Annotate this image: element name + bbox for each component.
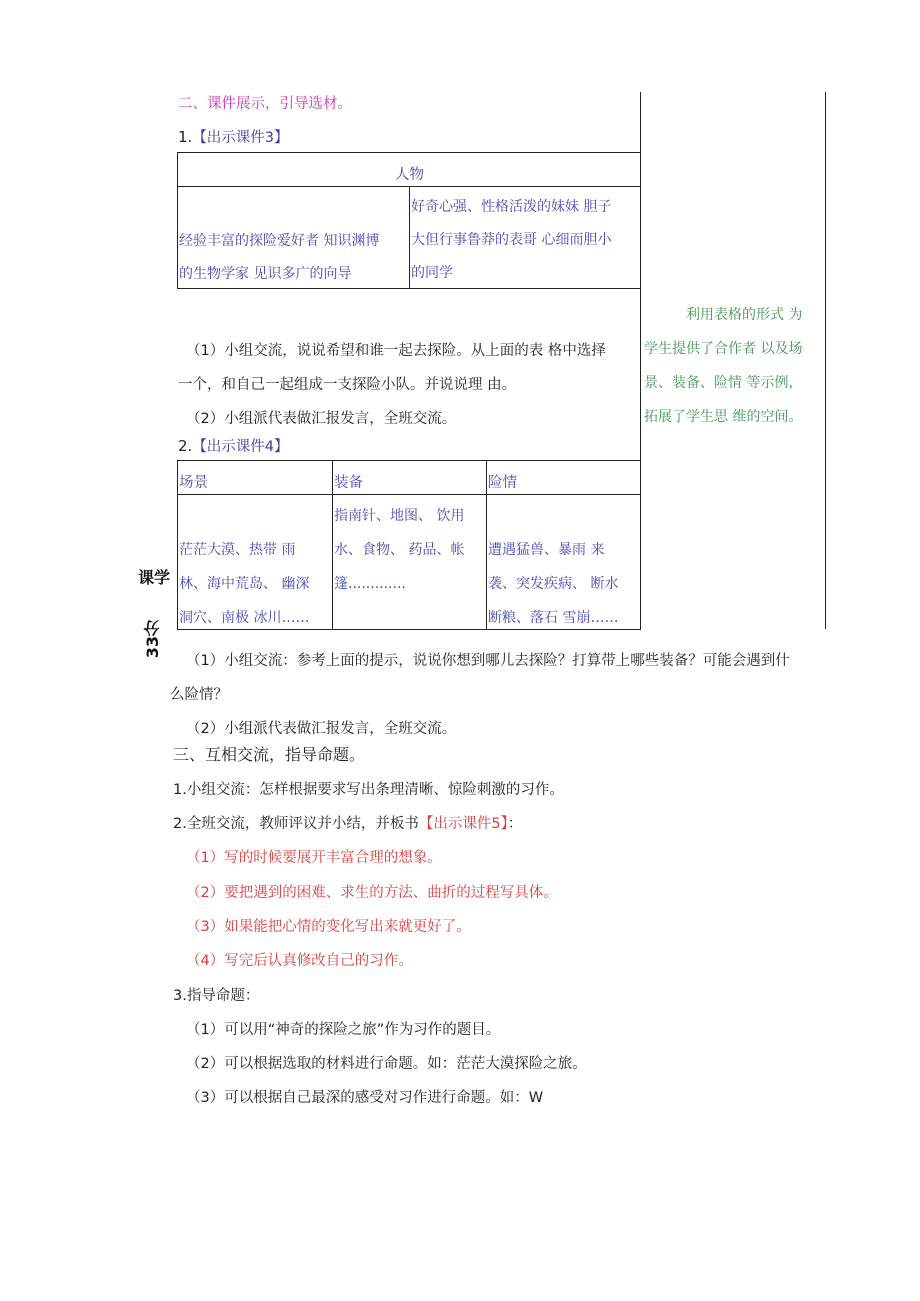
red-note-4: （4）写完后认真修改自己的习作。 <box>186 953 413 969</box>
red-note-1: （1）写的时候要展开丰富合理的想象。 <box>186 850 442 866</box>
margin-label-class: 课学 <box>138 568 171 587</box>
section3-heading: 三、互相交流，指导命题。 <box>173 745 366 764</box>
section3-p1: 1.小组交流：怎样根据要求写出条理清晰、惊险刺激的习作。 <box>173 782 564 798</box>
title-tip-1: （1）可以用“神奇的探险之旅”作为习作的题目。 <box>186 1022 501 1038</box>
table2-header-equipment: 装备 <box>334 475 363 491</box>
title-tip-3: （3）可以根据自己最深的感受对习作进行命题。如：W <box>186 1090 544 1106</box>
table2-scene-cell: 茫茫大漠、热带 雨 林、海中荒岛、 幽深 洞穴、南极 冰川…… <box>179 542 310 626</box>
section3-p3: 3.指导命题： <box>173 988 260 1004</box>
table1-left-cell: 经验丰富的探险爱好者 知识渊博 的生物学家 见识多广的向导 <box>179 233 380 282</box>
step3-text: （1）小组交流：参考上面的提示，说说你想到哪儿去探险？打算带上哪些装备？可能会遇到什 <box>186 653 790 669</box>
step3-text-cont: 么险情？ <box>170 687 228 703</box>
courseware4-line <box>178 437 289 456</box>
item2-number: 2. <box>178 437 193 455</box>
title-tip-2: （2）可以根据选取的材料进行命题。如：茫茫大漠探险之旅。 <box>186 1056 587 1072</box>
side-note: 利用表格的形式 为 学生提供了合作者 以及场 景、装备、险情 等示例， 拓展了学生思 维的空间。 <box>644 307 803 425</box>
margin-label-minutes: 33分 <box>143 620 162 659</box>
table2-equipment-cell: 指南针、地图、 饮用 水、食物、 药品、帐 篷............. <box>334 508 465 592</box>
courseware4-label: 【出示课件4】 <box>192 439 289 455</box>
step1-text-cont: 一个，和自己一起组成一支探险小队。并说说理 由。 <box>178 377 517 393</box>
section2-heading: 二、课件展示，引导选材。 <box>178 96 352 112</box>
table1-header: 人物 <box>395 167 424 183</box>
frame-line-right <box>825 92 826 629</box>
courseware3-label: 【出示课件3】 <box>192 130 289 146</box>
table2-header-danger: 险情 <box>488 475 517 491</box>
section3-p2: 2.全班交流，教师评议并小结，并板书【出示课件5】： <box>173 816 523 832</box>
red-note-3: （3）如果能把心情的变化写出来就更好了。 <box>186 919 471 935</box>
step1-text: （1）小组交流，说说希望和谁一起去探险。从上面的表 格中选择 <box>186 343 606 359</box>
item1-number: 1. <box>178 128 193 146</box>
table2-danger-cell: 遭遇猛兽、暴雨 来 袭、突发疾病、 断水 断粮、落石 雪崩…… <box>488 542 619 626</box>
courseware5-label: 【出示课件5】 <box>418 816 508 832</box>
step4-text: （2）小组派代表做汇报发言，全班交流。 <box>186 721 457 737</box>
red-note-2: （2）要把遇到的困难、求生的方法、曲折的过程写具体。 <box>186 885 558 901</box>
table1-right-cell: 好奇心强、性格活泼的妹妹 胆子 大但行事鲁莽的表哥 心细而胆小 的同学 <box>411 199 612 281</box>
table2-header-scene: 场景 <box>179 475 208 491</box>
step2-text: （2）小组派代表做汇报发言，全班交流。 <box>186 411 457 427</box>
courseware3-line <box>178 128 289 147</box>
